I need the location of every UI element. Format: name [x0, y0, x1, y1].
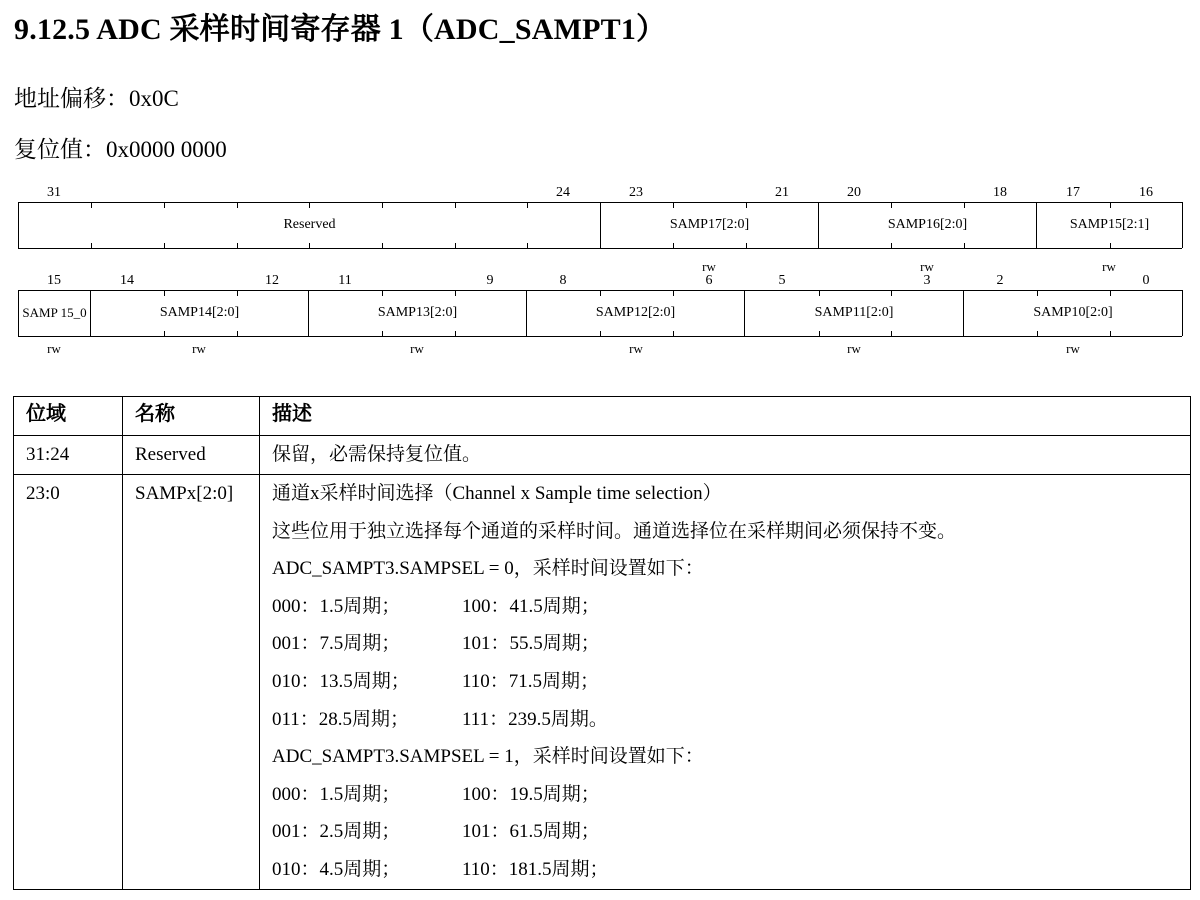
- timing-entry: 110：71.5周期；: [462, 670, 600, 692]
- table-header-row: [14, 397, 1191, 436]
- access-label: rw: [1102, 259, 1116, 274]
- access-label: rw: [702, 259, 716, 274]
- field-description-table: [13, 396, 1191, 890]
- address-offset: 地址偏移：0x0C: [14, 86, 179, 111]
- bit-number: 5: [778, 273, 786, 288]
- access-label: rw: [847, 341, 861, 356]
- table-row: [14, 475, 1191, 890]
- row-description: [260, 475, 1191, 890]
- reset-value: 复位值：0x0000 0000: [14, 137, 227, 162]
- timing-entry: 110：181.5周期；: [462, 858, 609, 880]
- field-samp12: SAMP12[2:0]: [527, 290, 745, 336]
- access-label: rw: [629, 341, 643, 356]
- bit-number: 0: [1142, 273, 1150, 288]
- timing-entry: 100：41.5周期；: [462, 595, 600, 617]
- bit-number: 12: [265, 273, 279, 288]
- field-samp15-hi: SAMP15[2:1]: [1037, 202, 1183, 248]
- field-samp13: SAMP13[2:0]: [309, 290, 527, 336]
- timing-pair: [272, 813, 1178, 851]
- row-name: SAMPx[2:0]: [123, 475, 260, 890]
- access-label: rw: [410, 341, 424, 356]
- timing-entry: 001：2.5周期；: [272, 821, 401, 843]
- bit-number: 6: [705, 273, 713, 288]
- row-name: Reserved: [123, 436, 260, 475]
- timing-entry: 010：13.5周期；: [272, 670, 410, 692]
- description-line: 通道x采样时间选择（Channel x Sample time selection）: [272, 483, 722, 504]
- timing-entry: 101：61.5周期；: [462, 821, 600, 843]
- field-samp10: SAMP10[2:0]: [964, 290, 1183, 336]
- bit-number: 11: [338, 273, 352, 288]
- section-title: 9.12.5 ADC 采样时间寄存器 1（ADC_SAMPT1）: [14, 13, 667, 46]
- bit-number: 2: [996, 273, 1004, 288]
- timing-pair: [272, 588, 1178, 626]
- bit-number: 17: [1066, 185, 1080, 200]
- register-cells: [18, 202, 1182, 249]
- bit-number-row: [18, 273, 1182, 290]
- access-label: rw: [1066, 341, 1080, 356]
- table-row: [14, 436, 1191, 475]
- header-description: 描述: [260, 397, 1191, 436]
- timing-pair: [272, 625, 1178, 663]
- timing-entry: 010：4.5周期；: [272, 858, 401, 880]
- access-label: rw: [47, 341, 61, 356]
- row-bits: 23:0: [14, 475, 123, 890]
- field-reserved: Reserved: [19, 202, 601, 248]
- timing-entry: 000：1.5周期；: [272, 783, 401, 805]
- bit-number: 24: [556, 185, 570, 200]
- access-label: rw: [920, 259, 934, 274]
- timing-pair: [272, 663, 1178, 701]
- row-bits: 31:24: [14, 436, 123, 475]
- description-line: 这些位用于独立选择每个通道的采样时间。通道选择位在采样期间必须保持不变。: [272, 520, 957, 542]
- bit-number: 15: [47, 273, 61, 288]
- timing-pair: [272, 776, 1178, 814]
- description-line: ADC_SAMPT3.SAMPSEL = 1，采样时间设置如下：: [272, 746, 704, 768]
- bit-number: 20: [847, 185, 861, 200]
- field-samp14: SAMP14[2:0]: [91, 290, 309, 336]
- timing-pair: [272, 701, 1178, 739]
- bit-number: 14: [120, 273, 134, 288]
- bit-number: 31: [47, 185, 61, 200]
- timing-entry: 011：28.5周期；: [272, 708, 410, 730]
- register-cells: [18, 290, 1182, 337]
- field-samp11: SAMP11[2:0]: [745, 290, 964, 336]
- timing-entry: 000：1.5周期；: [272, 595, 401, 617]
- header-name: 名称: [123, 397, 260, 436]
- access-row: [18, 341, 1182, 359]
- bit-number: 3: [923, 273, 931, 288]
- timing-entry: 111：239.5周期。: [462, 708, 608, 730]
- bit-number: 9: [486, 273, 494, 288]
- timing-entry: 101：55.5周期；: [462, 633, 600, 655]
- field-samp17: SAMP17[2:0]: [601, 202, 819, 248]
- bit-number: 21: [775, 185, 789, 200]
- timing-entry: 001：7.5周期；: [272, 633, 401, 655]
- bit-number: 8: [559, 273, 567, 288]
- description-line: ADC_SAMPT3.SAMPSEL = 0，采样时间设置如下：: [272, 558, 704, 580]
- register-diagram-high: [18, 185, 1182, 277]
- bit-number-row: [18, 185, 1182, 202]
- register-diagram-low: [18, 273, 1182, 359]
- bit-number: 23: [629, 185, 643, 200]
- timing-entry: 100：19.5周期；: [462, 783, 600, 805]
- bit-number: 16: [1139, 185, 1153, 200]
- field-samp15-lo: SAMP 15_0: [19, 290, 91, 336]
- timing-pair: [272, 851, 1178, 889]
- header-bits: 位域: [14, 397, 123, 436]
- bit-number: 18: [993, 185, 1007, 200]
- row-description: 保留，必需保持复位值。: [260, 436, 1191, 475]
- field-samp16: SAMP16[2:0]: [819, 202, 1037, 248]
- access-label: rw: [192, 341, 206, 356]
